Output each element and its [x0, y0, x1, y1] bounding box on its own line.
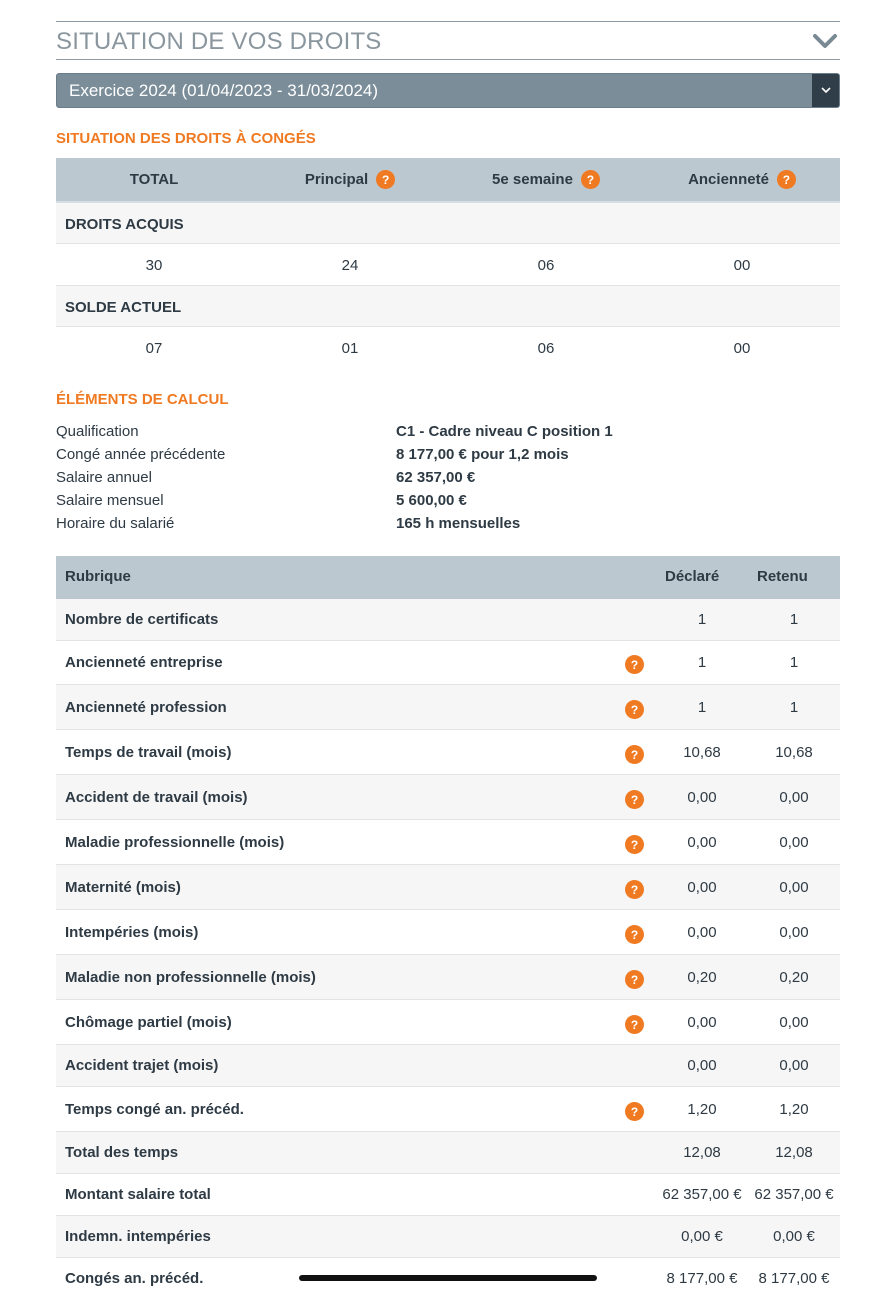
help-icon[interactable]: ? — [581, 170, 600, 189]
rubrique-label: Maladie professionnelle (mois) — [65, 834, 285, 851]
value-anciennete: 00 — [733, 340, 751, 357]
table-row — [56, 1045, 840, 1087]
declare-value: 1 — [697, 654, 707, 671]
value-5e-semaine: 06 — [537, 340, 555, 357]
retenu-value: 0,00 — [779, 789, 809, 806]
column-header-rubrique: Rubrique — [65, 568, 131, 585]
rubrique-label: Ancienneté profession — [65, 699, 227, 716]
retenu-value: 8 177,00 € — [758, 1270, 830, 1287]
conges-table — [56, 158, 840, 369]
value-total: 30 — [145, 257, 163, 274]
retenu-value: 0,00 — [779, 1014, 809, 1031]
rubrique-label: Indemn. intempéries — [65, 1228, 211, 1245]
table-row — [56, 327, 840, 369]
column-header-label: 5e semaine — [492, 171, 573, 188]
rubrique-label: Chômage partiel (mois) — [65, 1014, 232, 1031]
declare-value: 8 177,00 € — [666, 1270, 738, 1287]
table-row — [56, 1000, 840, 1045]
retenu-value: 0,00 — [779, 879, 809, 896]
declare-value: 0,00 — [687, 789, 717, 806]
rubriques-table-header — [56, 556, 840, 599]
conges-section-title: SITUATION DES DROITS À CONGÉS — [56, 130, 316, 147]
rubrique-label: Intempéries (mois) — [65, 924, 199, 941]
calcul-label: Salaire mensuel — [56, 492, 164, 509]
help-icon[interactable]: ? — [625, 1015, 644, 1034]
declare-value: 0,00 € — [681, 1228, 723, 1245]
table-row — [56, 1216, 840, 1258]
table-row — [56, 599, 840, 641]
declare-value: 0,00 — [687, 1014, 717, 1031]
table-row — [56, 865, 840, 910]
rubrique-label: Accident trajet (mois) — [65, 1057, 219, 1074]
calcul-label: Qualification — [56, 423, 139, 440]
declare-value: 1 — [697, 699, 707, 716]
section-header[interactable] — [56, 21, 840, 60]
calcul-item — [56, 421, 840, 444]
declare-value: 0,00 — [687, 1057, 717, 1074]
value-principal: 01 — [341, 340, 359, 357]
rubrique-label: Maladie non professionnelle (mois) — [65, 969, 316, 986]
column-header-retenu: Retenu — [757, 568, 808, 585]
help-icon[interactable]: ? — [625, 880, 644, 899]
declare-value: 1 — [697, 611, 707, 628]
table-row — [56, 775, 840, 820]
column-header-label: Ancienneté — [688, 171, 769, 188]
rubrique-label: Accident de travail (mois) — [65, 789, 248, 806]
calcul-item — [56, 467, 840, 490]
declare-value: 10,68 — [683, 744, 721, 761]
conges-table-header — [56, 158, 840, 203]
table-row — [56, 955, 840, 1000]
help-icon[interactable]: ? — [625, 700, 644, 719]
declare-value: 0,20 — [687, 969, 717, 986]
value-5e-semaine: 06 — [537, 257, 555, 274]
rubrique-label: Temps de travail (mois) — [65, 744, 232, 761]
column-header-total — [56, 158, 252, 201]
column-header-5e-semaine — [448, 158, 644, 201]
rubrique-label: Ancienneté entreprise — [65, 654, 223, 671]
calcul-item — [56, 444, 840, 467]
section-title: SITUATION DE VOS DROITS — [56, 28, 382, 55]
table-row — [56, 685, 840, 730]
rubrique-label: Congés an. précéd. — [65, 1270, 204, 1287]
value-anciennete: 00 — [733, 257, 751, 274]
rubriques-table — [56, 556, 840, 1290]
calcul-label: Salaire annuel — [56, 469, 152, 486]
declare-value: 0,00 — [687, 924, 717, 941]
column-header-anciennete — [644, 158, 840, 201]
exercise-select-button[interactable] — [812, 74, 839, 107]
value-principal: 24 — [341, 257, 359, 274]
retenu-value: 0,00 — [779, 924, 809, 941]
retenu-value: 1 — [789, 654, 799, 671]
table-row — [56, 1174, 840, 1216]
declare-value: 1,20 — [687, 1101, 717, 1118]
calcul-section-title: ÉLÉMENTS DE CALCUL — [56, 391, 229, 408]
table-row — [56, 910, 840, 955]
declare-value: 0,00 — [687, 834, 717, 851]
declare-value: 0,00 — [687, 879, 717, 896]
declare-value: 62 357,00 € — [662, 1186, 742, 1203]
retenu-value: 0,00 € — [773, 1228, 815, 1245]
chevron-down-icon[interactable] — [812, 31, 838, 51]
help-icon[interactable]: ? — [625, 970, 644, 989]
rubrique-label: Montant salaire total — [65, 1186, 211, 1203]
calcul-value: 5 600,00 € — [396, 492, 467, 509]
rubrique-label: Total des temps — [65, 1144, 179, 1161]
calcul-item — [56, 490, 840, 513]
help-icon[interactable]: ? — [625, 655, 644, 674]
retenu-value: 1 — [789, 699, 799, 716]
help-icon[interactable]: ? — [376, 170, 395, 189]
help-icon[interactable]: ? — [625, 745, 644, 764]
rubrique-label: Temps congé an. précéd. — [65, 1101, 244, 1118]
retenu-value: 12,08 — [775, 1144, 813, 1161]
chevron-down-icon — [821, 87, 831, 94]
calcul-label: Horaire du salarié — [56, 515, 175, 532]
table-row — [56, 244, 840, 286]
retenu-value: 0,20 — [779, 969, 809, 986]
table-row — [56, 1087, 840, 1132]
calcul-value: 165 h mensuelles — [396, 515, 521, 532]
retenu-value: 10,68 — [775, 744, 813, 761]
rubriques-table-body — [56, 599, 840, 1290]
calcul-list — [56, 421, 840, 536]
declare-value: 12,08 — [683, 1144, 721, 1161]
column-header-principal — [252, 158, 448, 201]
exercise-select[interactable] — [56, 73, 840, 108]
help-icon[interactable]: ? — [625, 790, 644, 809]
calcul-item — [56, 513, 840, 536]
rubrique-label: Maternité (mois) — [65, 879, 181, 896]
group-solde-actuel: SOLDE ACTUEL — [56, 286, 840, 327]
retenu-value: 0,00 — [779, 834, 809, 851]
column-header-declare: Déclaré — [665, 568, 720, 585]
retenu-value: 1 — [789, 611, 799, 628]
retenu-value: 62 357,00 € — [754, 1186, 834, 1203]
help-icon[interactable]: ? — [777, 170, 796, 189]
help-icon[interactable]: ? — [625, 925, 644, 944]
retenu-value: 0,00 — [779, 1057, 809, 1074]
group-droits-acquis: DROITS ACQUIS — [56, 203, 840, 244]
calcul-value: 62 357,00 € — [396, 469, 476, 486]
table-row — [56, 730, 840, 775]
column-header-label: TOTAL — [129, 171, 179, 188]
table-row — [56, 1132, 840, 1174]
calcul-value: C1 - Cadre niveau C position 1 — [396, 423, 613, 440]
calcul-value: 8 177,00 € pour 1,2 mois — [396, 446, 569, 463]
table-row — [56, 820, 840, 865]
rubrique-label: Nombre de certificats — [65, 611, 219, 628]
help-icon[interactable]: ? — [625, 1102, 644, 1121]
exercise-select-value: Exercice 2024 (01/04/2023 - 31/03/2024) — [69, 81, 379, 100]
home-indicator[interactable] — [299, 1275, 597, 1281]
table-row — [56, 1258, 840, 1290]
calcul-label: Congé année précédente — [56, 446, 226, 463]
table-row — [56, 641, 840, 685]
column-header-label: Principal — [304, 171, 369, 188]
retenu-value: 1,20 — [779, 1101, 809, 1118]
value-total: 07 — [145, 340, 163, 357]
help-icon[interactable]: ? — [625, 835, 644, 854]
